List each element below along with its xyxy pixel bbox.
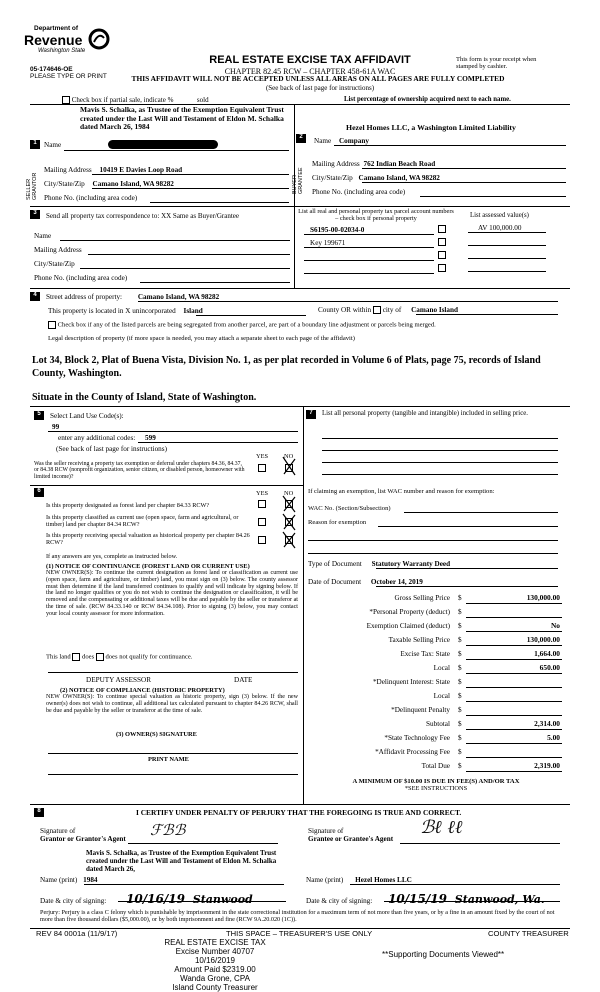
s4-situate-text: Situate in the County of Island, State of Washington.: [32, 392, 257, 403]
stamp-line-5: Wanda Grone, CPA: [180, 974, 250, 984]
section-1-badge: 1: [30, 140, 40, 149]
s8-grantor-name-label: Name (print): [40, 876, 78, 884]
parcel-4-personal-checkbox[interactable]: [438, 264, 446, 272]
s8-grantor-date-row: [40, 893, 253, 907]
fee-currency: $: [458, 762, 462, 770]
s6-q3: Is this property receiving special valuation as historical property per chapter 84.26 RCW?: [46, 532, 250, 546]
s6-owner-signature-label: (3) OWNER(S) SIGNATURE: [116, 731, 197, 738]
fee-see-instructions: *SEE INSTRUCTIONS: [404, 785, 468, 792]
segregate-checkbox[interactable]: [48, 321, 56, 329]
fee-row: [306, 650, 564, 662]
s8-sig-grantee-1: Signature of: [308, 827, 344, 835]
fee-label: *Affidavit Processing Fee: [375, 748, 450, 756]
s3-phone-label: Phone No. (including area code): [34, 274, 128, 282]
s4-county-label: County OR within: [318, 306, 372, 314]
s5-land-use-label: Select Land Use Code(s):: [50, 412, 124, 420]
s7-exemption-label: If claiming an exemption, list WAC number and reason for exemption:: [308, 488, 495, 495]
s7-doc-type-value: Statutory Warranty Deed: [371, 560, 451, 568]
fee-value: No: [550, 621, 560, 630]
print-note: PLEASE TYPE OR PRINT: [30, 73, 107, 80]
stamp-line-1: REAL ESTATE EXCISE TAX: [164, 938, 266, 947]
s7-doc-date-value: October 14, 2019: [370, 578, 423, 586]
s6-notice2-title: (2) NOTICE OF COMPLIANCE (HISTORIC PROPERTY): [60, 687, 225, 694]
s8-grantor-name-line: 1984: [83, 876, 98, 884]
fee-value: 2,314.00: [534, 719, 560, 728]
s4-segregate-row: [48, 321, 436, 329]
fee-label: Excise Tax: State: [400, 650, 450, 658]
s4-street-label: Street address of property:: [46, 293, 123, 301]
s3-assessed-header: List assessed value(s): [470, 212, 529, 219]
receipt-note: This form is your receipt when stamped by cashier.: [456, 56, 537, 71]
s8-sig-grantor-2: Grantor or Grantor's Agent: [40, 835, 126, 843]
does-qualify-checkbox[interactable]: [72, 653, 80, 661]
form-code: 05-174646-OE: [30, 66, 73, 73]
partial-sale-label: Check box if partial sale, indicate %: [71, 96, 174, 104]
section-4-badge: 4: [30, 292, 40, 301]
revenue-logo: [22, 24, 117, 60]
fee-currency: $: [458, 608, 462, 616]
fee-currency: $: [458, 622, 462, 630]
buyer-name-label: Name: [314, 137, 332, 145]
s6-q2: Is this property classified as current use (open space, farm and agricultural, or timber) land per chapter 84.34 RCW?: [46, 514, 239, 528]
seller-name-text: Mavis S. Schalka, as Trustee of the Exemption Equivalent Trust created under the Last Will and Testament of Eldon M. Schalka dated March 26, 1984: [80, 105, 284, 132]
grantor-signature-image: ℱℬℬ: [150, 821, 186, 839]
stamp-line-3: 10/16/2019: [194, 956, 236, 966]
fee-row: [306, 678, 564, 690]
s6-q3-check-mark-icon: [281, 530, 297, 550]
stamp-line-4: Amount Paid $2319.00: [174, 965, 256, 975]
fee-currency: $: [458, 706, 462, 714]
fee-row: [306, 748, 564, 760]
s5-see-back: (See back of last page for instructions): [56, 445, 167, 453]
section-8-badge: 8: [34, 808, 44, 817]
fee-value: 5.00: [547, 733, 560, 742]
buyer-city-label: City/State/Zip: [312, 174, 353, 182]
form-warning: THIS AFFIDAVIT WILL NOT BE ACCEPTED UNLESS ALL AREAS ON ALL PAGES ARE FULLY COMPLETED: [131, 74, 505, 83]
form-title: REAL ESTATE EXCISE TAX AFFIDAVIT: [209, 54, 411, 66]
fee-label: Subtotal: [426, 720, 450, 728]
s6-notice1-title: (1) NOTICE OF CONTINUANCE (FOREST LAND OR CURRENT USE): [46, 563, 250, 570]
logo-main-text: Revenue: [24, 32, 83, 48]
s8-sig-grantee-2: Grantee or Grantee's Agent: [308, 835, 394, 843]
seller-city-label: City/State/Zip: [44, 180, 85, 188]
form-chapter: CHAPTER 82.45 RCW – CHAPTER 458-61A WAC: [224, 67, 396, 76]
s6-q2-yes-checkbox[interactable]: [258, 518, 266, 526]
fee-row: [306, 692, 564, 704]
section-7-badge: 7: [306, 410, 316, 419]
s5-yes-checkbox[interactable]: [258, 464, 266, 472]
seller-name-label: Name: [44, 141, 62, 149]
fee-row: [306, 664, 564, 676]
seller-side-label: SELLER GRANTOR: [26, 172, 39, 200]
logo-top-text: Department of: [34, 25, 79, 32]
s8-grantee-name-value: Hezel Homes LLC: [355, 876, 412, 884]
fee-value: 1,664.00: [534, 649, 560, 658]
s6-date-label: DATE: [234, 676, 253, 684]
s6-notice1-text: NEW OWNER(S): To continue the current designation as forest land or classification as current use (open space, farm and agriculture, or timber) land, you must sign on (3) below. The county assessor must then determine if the land transferred continues to qualify and will indicate by signing below. If the land no longer qualifies or you do not wish to continue the designation or classification, it will be removed and the compensating or additional taxes will be due and payable by the seller or transferor at the time of sale. (RCW 84.33.140 or RCW 84.34.108). Prior to signing (3) below, you may contact your local county assessor for more information.: [46, 570, 298, 617]
s8-grantor-name-text: Mavis S. Schalka, as Trustee of the Exemption Equivalent Trust created under the Last Will and Testament of Eldon M. Schalka dated March 26,: [86, 849, 277, 874]
buyer-name-text: Hezel Homes LLC, a Washington Limited Liability: [346, 123, 516, 132]
s8-sig-grantor-1: Signature of: [40, 827, 76, 835]
s6-if-yes: If any answers are yes, complete as instructed below.: [46, 553, 178, 560]
s4-legal-label: Legal description of property (if more space is needed, you may attach a separate sheet to each page of the affidavit): [48, 335, 355, 342]
supporting-docs-note: **Supporting Documents Viewed**: [382, 950, 505, 959]
fee-row: [306, 734, 564, 746]
fee-label: Local: [433, 692, 450, 700]
s5-land-use-code: 99: [52, 423, 60, 431]
fee-value: 650.00: [539, 663, 560, 672]
fee-label: Local: [433, 664, 450, 672]
fee-label: *Delinquent Penalty: [391, 706, 450, 714]
buyer-mailing-value: 762 Indian Beach Road: [363, 160, 436, 168]
footer-treasurer-only: THIS SPACE – TREASURER'S USE ONLY: [226, 929, 373, 938]
fee-currency: $: [458, 650, 462, 658]
s6-does-not-label: does not qualify for continuance.: [105, 653, 193, 661]
fee-row: [306, 594, 564, 606]
fee-row: [306, 720, 564, 732]
s6-deputy-label: DEPUTY ASSESSOR: [86, 676, 152, 684]
s4-street-value: Camano Island, WA 98282: [137, 293, 220, 301]
s6-this-land-row: [46, 653, 192, 661]
s8-grantee-date-row: [306, 893, 545, 907]
fee-currency: $: [458, 692, 462, 700]
fee-currency: $: [458, 748, 462, 756]
fee-label: *State Technology Fee: [384, 734, 450, 742]
footer-rev: REV 84 0001a (11/9/17): [36, 929, 118, 938]
parcel-2-personal-checkbox[interactable]: [438, 238, 446, 246]
s5-additional-label: enter any additional codes:: [58, 434, 136, 442]
fee-value: 2,319.00: [534, 761, 560, 770]
s8-grantee-city: Stanwood, Wa.: [454, 893, 545, 906]
fee-currency: $: [458, 734, 462, 742]
fee-label: *Delinquent Interest: State: [372, 678, 450, 686]
s6-notice2-text: NEW OWNER(S): To continue special valuation as historic property, sign (3) below. If the new owner(s) does not wish to continue, all additional tax calculated pursuant to chapter 84.26 RCW, shall be due and payable by the seller or transferor at the time of sale.: [46, 694, 298, 714]
fee-row: [306, 636, 564, 648]
s4-located-label: This property is located in X unincorporated: [48, 307, 176, 315]
s3-city-label: City/State/Zip: [34, 260, 75, 268]
s8-grantor-date: 10/16/19: [126, 892, 185, 906]
seller-phone-label: Phone No. (including area code): [44, 194, 138, 202]
s5-no-label: NO: [284, 453, 294, 460]
s4-legal-text: Lot 34, Block 2, Plat of Buena Vista, Division No. 1, as per plat recorded in Volume 6 of Plats, page 75, records of Island County, Washington.: [32, 355, 541, 379]
s3-assessed-1: AV 100,000.00: [478, 224, 522, 232]
fee-currency: $: [458, 636, 462, 644]
s4-located-value: Island: [183, 307, 203, 315]
s3-parcel-2: Key 199671: [310, 239, 346, 247]
revenue-seal-icon: [88, 28, 110, 50]
s6-q3-yes-checkbox[interactable]: [258, 536, 266, 544]
s5-yes-label: YES: [256, 453, 269, 460]
s5-additional-value: 599: [145, 434, 156, 442]
fee-value: 130,000.00: [526, 593, 560, 602]
section-5-badge: 5: [34, 411, 44, 420]
fee-row: [306, 622, 564, 634]
s4-located-row: [48, 307, 203, 315]
partial-sale-sold: sold: [196, 96, 209, 104]
fee-label: *Personal Property (deduct): [369, 608, 450, 616]
s6-does-label: does: [82, 653, 95, 661]
s3-name-label: Name: [34, 232, 52, 240]
s6-q1-check-mark-icon: [281, 494, 297, 514]
fee-currency: $: [458, 678, 462, 686]
s8-grantee-date: 10/15/19: [388, 892, 447, 906]
treasurer-stamp: [140, 938, 290, 992]
seller-name-redaction: [108, 140, 218, 149]
stamp-line-2: Excise Number 40707: [175, 947, 255, 957]
s3-parcel-header: List all real and personal property tax parcel account numbers – check box if personal property: [298, 208, 454, 223]
s6-print-name-label: PRINT NAME: [148, 756, 189, 763]
buyer-name-line: Company: [338, 137, 369, 145]
fee-minimum-note: A MINIMUM OF $10.00 IS DUE IN FEE(S) AND/OR TAX: [352, 778, 520, 785]
s8-grantor-date-label: Date & city of signing:: [40, 897, 107, 905]
footer-county-treasurer: COUNTY TREASURER: [488, 929, 569, 938]
seller-city-value: Camano Island, WA 98282: [92, 180, 174, 188]
parcel-1-personal-checkbox[interactable]: [438, 225, 446, 233]
s4-segregate-label: Check box if any of the listed parcels are being segregated from another parcel, are part of a boundary line adjustment or parcels being merged.: [57, 321, 436, 329]
s5-exemption-question: Was the seller receiving a property tax exemption or deferral under chapters 84.36, 84.37, or 84.38 RCW (nonprofit organization, senior citizen, or disabled person, homeowner with limited income)?: [34, 461, 245, 480]
fee-currency: $: [458, 594, 462, 602]
s6-q1: Is this property designated as forest land per chapter 84.33 RCW?: [46, 502, 210, 509]
fee-label: Gross Selling Price: [394, 594, 450, 602]
fee-row: [306, 762, 564, 774]
s6-yes-label: YES: [256, 490, 269, 497]
fee-row: [306, 608, 564, 620]
section-3-badge: 3: [30, 210, 40, 219]
s4-county-value: Camano Island: [411, 306, 459, 314]
section-2-badge: 2: [296, 134, 306, 143]
fee-currency: $: [458, 720, 462, 728]
s6-q1-yes-checkbox[interactable]: [258, 500, 266, 508]
grantee-signature-image: ℬℓ ℓℓ: [420, 817, 463, 838]
s7-doc-date-label: Date of Document: [308, 578, 362, 586]
s4-city-of-label: city of: [382, 306, 402, 314]
fee-label: Exemption Claimed (deduct): [366, 622, 450, 630]
s3-correspondence-label: Send all property tax correspondence to: XX Same as Buyer/Grantee: [46, 212, 240, 220]
fee-currency: $: [458, 664, 462, 672]
s7-reason-label: Reason for exemption: [308, 519, 367, 526]
see-back-note: (See back of last page for instructions): [265, 84, 375, 92]
city-of-checkbox[interactable]: [373, 306, 381, 314]
s8-grantee-name-label: Name (print): [306, 876, 344, 884]
ownership-pct-label: List percentage of ownership acquired next to each name.: [344, 96, 511, 103]
perjury-text: Perjury: Perjury is a class C felony which is punishable by imprisonment in the state correctional institution for a maximum term of not more than five years, or by a fine in an amount fixed by the court of not more than five thousand dollars ($5,000.00), or by both imprisonment and fine (RCW 9A.20.020 (1C)).: [40, 909, 555, 923]
s7-doc-type-label: Type of Document: [308, 560, 362, 568]
does-not-qualify-checkbox[interactable]: [96, 653, 104, 661]
s5-no-check-mark-icon: [281, 455, 297, 477]
s6-no-label: NO: [284, 490, 294, 497]
seller-mailing-label: Mailing Address: [44, 166, 92, 174]
logo-sub-text: Washington State: [38, 48, 86, 54]
seller-mailing-value: 10419 E Davies Loop Road: [99, 166, 183, 174]
s8-certify: I CERTIFY UNDER PENALTY OF PERJURY THAT THE FOREGOING IS TRUE AND CORRECT.: [136, 808, 462, 817]
buyer-mailing-label: Mailing Address: [312, 160, 360, 168]
buyer-city-value: Camano Island, WA 98282: [358, 174, 440, 182]
s3-mailing-label: Mailing Address: [34, 246, 82, 254]
buyer-side-label: BUYER GRANTEE: [292, 167, 305, 194]
fee-value: 130,000.00: [526, 635, 560, 644]
s8-grantor-city: Stanwood: [192, 893, 253, 906]
stamp-line-6: Island County Treasurer: [172, 983, 258, 992]
s3-parcel-1: S6195-00-02034-0: [310, 226, 365, 234]
buyer-phone-label: Phone No. (including area code): [312, 188, 406, 196]
s6-this-land-label: This land: [46, 653, 71, 661]
s7-wac-label: WAC No. (Section/Subsection): [308, 505, 391, 512]
parcel-3-personal-checkbox[interactable]: [438, 251, 446, 259]
s6-q2-check-mark-icon: [281, 512, 297, 532]
fee-label: Total Due: [421, 762, 450, 770]
fee-row: [306, 706, 564, 718]
s7-personal-property-label: List all personal property (tangible and intangible) included in selling price.: [322, 410, 528, 417]
fee-label: Taxable Selling Price: [388, 636, 450, 644]
section-6-badge: 6: [34, 488, 44, 497]
s8-grantee-date-label: Date & city of signing:: [306, 897, 373, 905]
